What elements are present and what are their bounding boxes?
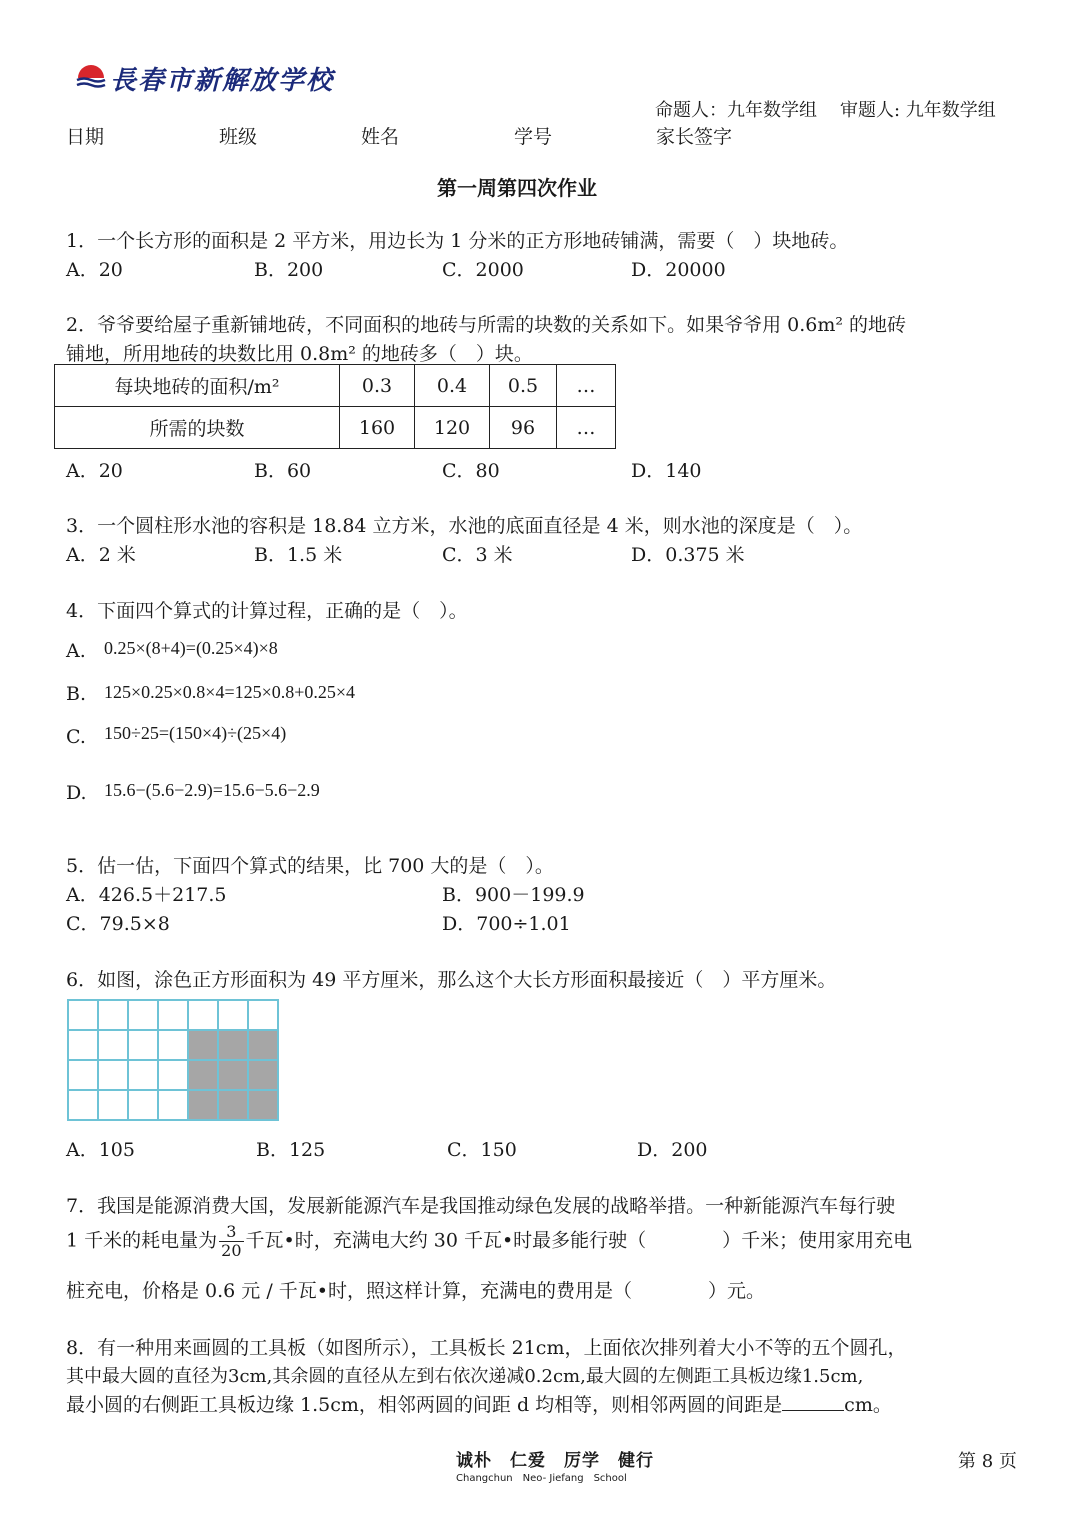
grid-cell (68, 1030, 98, 1060)
grid-cell-shaded (188, 1090, 218, 1120)
q5-option-b: B．900－199.9 (442, 884, 585, 906)
q2-stem-line2: 铺地，所用地砖的块数比用 0.8m² 的地砖多（ ）块。 (66, 343, 533, 365)
grid-cell-shaded (248, 1090, 278, 1120)
q6-option-a: A．105 (66, 1139, 135, 1161)
table-cell: 0.4 (415, 365, 490, 407)
q4-label-d: D. (66, 782, 87, 804)
q2-stem-line1: 2．爷爷要给屋子重新铺地砖，不同面积的地砖与所需的块数的关系如下。如果爷爷用 0.6m² 的地砖 (66, 314, 907, 336)
footer-school-english: Changchun Neo- Jiefang School (456, 1473, 627, 1484)
reviewer-label: 审题人: 九年数学组 (840, 100, 996, 121)
table-row-label: 每块地砖的面积/m² (55, 365, 340, 407)
field-parent-signature: 家长签字 (656, 126, 733, 148)
q3-option-c: C．3 米 (442, 544, 513, 566)
school-logo-icon (76, 60, 106, 90)
grid-cell-shaded (248, 1060, 278, 1090)
fraction-numerator: 3 (219, 1223, 243, 1242)
grid-cell-shaded (218, 1060, 248, 1090)
field-name: 姓名 (361, 126, 400, 148)
q1-option-a: A．20 (66, 259, 123, 281)
q3-stem: 3．一个圆柱形水池的容积是 18.84 立方米，水池的底面直径是 4 米，则水池的深度是（ ）。 (66, 515, 863, 537)
q6-option-b: B．125 (256, 1139, 326, 1161)
grid-cell (158, 1030, 188, 1060)
school-name: 長春市新解放学校 (110, 66, 335, 96)
grid-cell (68, 1090, 98, 1120)
q6-stem: 6．如图，涂色正方形面积为 49 平方厘米，那么这个大长方形面积最接近（ ）平方厘米。 (66, 969, 837, 991)
q5-option-c: C．79.5×8 (66, 913, 170, 935)
table-cell: 160 (340, 407, 415, 449)
q4-label-b: B. (66, 683, 87, 705)
grid-cell-shaded (188, 1030, 218, 1060)
q4-expr-d: 15.6−(5.6−2.9)=15.6−5.6−2.9 (104, 780, 320, 800)
footer-motto: 诚朴 仁爱 厉学 健行 (456, 1451, 654, 1471)
grid-cell (218, 1000, 248, 1030)
table-row (55, 407, 616, 449)
grid-cell (158, 1000, 188, 1030)
grid-cell (248, 1000, 278, 1030)
q8-answer-blank[interactable] (782, 1392, 844, 1411)
grid-cell-shaded (188, 1060, 218, 1090)
q7-line1: 7．我国是能源消费大国，发展新能源汽车是我国推动绿色发展的战略举措。一种新能源汽车每行驶 (66, 1195, 896, 1217)
table-cell: 0.5 (490, 365, 557, 407)
q5-option-a: A．426.5＋217.5 (66, 884, 227, 906)
grid-cell (158, 1060, 188, 1090)
q6-option-c: C．150 (447, 1139, 517, 1161)
q8-line3-unit: cm。 (844, 1394, 892, 1416)
q6-option-d: D．200 (637, 1139, 708, 1161)
table-cell: 120 (415, 407, 490, 449)
q2-option-c: C．80 (442, 460, 500, 482)
grid-cell (98, 1090, 128, 1120)
table-row (55, 365, 616, 407)
grid-cell (128, 1060, 158, 1090)
grid-cell (158, 1090, 188, 1120)
q2-option-b: B．60 (254, 460, 312, 482)
q1-option-c: C．2000 (442, 259, 524, 281)
q8-line3 (66, 1390, 892, 1417)
grid-cell (98, 1060, 128, 1090)
grid-cell-shaded (248, 1030, 278, 1060)
grid-cell (128, 1000, 158, 1030)
grid-cell (98, 1030, 128, 1060)
field-student-id: 学号 (514, 126, 553, 148)
table-cell: 96 (490, 407, 557, 449)
q5-option-d: D．700÷1.01 (442, 913, 571, 935)
grid-cell (68, 1060, 98, 1090)
q7-line3: 桩充电，价格是 0.6 元 / 千瓦•时，照这样计算，充满电的费用是（ ）元。 (66, 1280, 765, 1302)
grid-cell (128, 1090, 158, 1120)
table-cell: … (557, 407, 616, 449)
grid-cell (68, 1000, 98, 1030)
q3-option-b: B．1.5 米 (254, 544, 343, 566)
q1-stem: 1．一个长方形的面积是 2 平方米，用边长为 1 分米的正方形地砖铺满，需要（ ）块地砖。 (66, 230, 849, 252)
q6-grid-figure (66, 998, 282, 1122)
q7-fraction (219, 1223, 243, 1260)
field-date: 日期 (66, 126, 105, 148)
q4-label-c: C. (66, 726, 86, 748)
setter-label: 命题人：九年数学组 (655, 100, 817, 121)
fraction-denominator: 20 (221, 1241, 242, 1260)
q7-line2-start: 1 千米的耗电量为 (66, 1229, 218, 1252)
q8-line3-text: 最小圆的右侧距工具板边缘 1.5cm，相邻两圆的间距 d 均相等，则相邻两圆的间距是 (66, 1394, 783, 1416)
q7-line2-end: 千瓦•时，充满电大约 30 千瓦•时最多能行驶（ ）千米；使用家用充电 (245, 1229, 913, 1252)
page-number: 第 8 页 (958, 1451, 1017, 1472)
q4-expr-b: 125×0.25×0.8×4=125×0.8+0.25×4 (104, 682, 356, 702)
q2-option-a: A．20 (66, 460, 123, 482)
grid-cell (188, 1000, 218, 1030)
table-cell: … (557, 365, 616, 407)
q4-stem: 4．下面四个算式的计算过程，正确的是（ ）。 (66, 600, 468, 622)
grid-cell-shaded (218, 1090, 248, 1120)
table-row-label: 所需的块数 (55, 407, 340, 449)
q4-label-a: A. (66, 640, 86, 662)
q1-option-d: D．20000 (631, 259, 726, 281)
grid-cell-shaded (218, 1030, 248, 1060)
q5-stem: 5．估一估，下面四个算式的结果，比 700 大的是（ ）。 (66, 855, 554, 877)
q3-option-a: A．2 米 (66, 544, 136, 566)
grid-cell (128, 1030, 158, 1060)
grid-cell (98, 1000, 128, 1030)
q4-expr-a: 0.25×(8+4)=(0.25×4)×8 (104, 638, 278, 658)
page-title: 第一周第四次作业 (437, 176, 597, 200)
q7-line2 (66, 1223, 912, 1260)
q8-line2: 其中最大圆的直径为3cm,其余圆的直径从左到右依次递减0.2cm,最大圆的左侧距工具板边缘1.5cm, (66, 1366, 864, 1387)
q1-option-b: B．200 (254, 259, 324, 281)
q4-expr-c: 150÷25=(150×4)÷(25×4) (104, 723, 287, 743)
field-class: 班级 (219, 126, 258, 148)
q8-line1: 8．有一种用来画圆的工具板（如图所示），工具板长 21cm，上面依次排列着大小不等的五个圆孔， (66, 1337, 907, 1359)
q3-option-d: D．0.375 米 (631, 544, 745, 566)
q2-option-d: D．140 (631, 460, 702, 482)
table-cell: 0.3 (340, 365, 415, 407)
q2-table (54, 364, 616, 449)
